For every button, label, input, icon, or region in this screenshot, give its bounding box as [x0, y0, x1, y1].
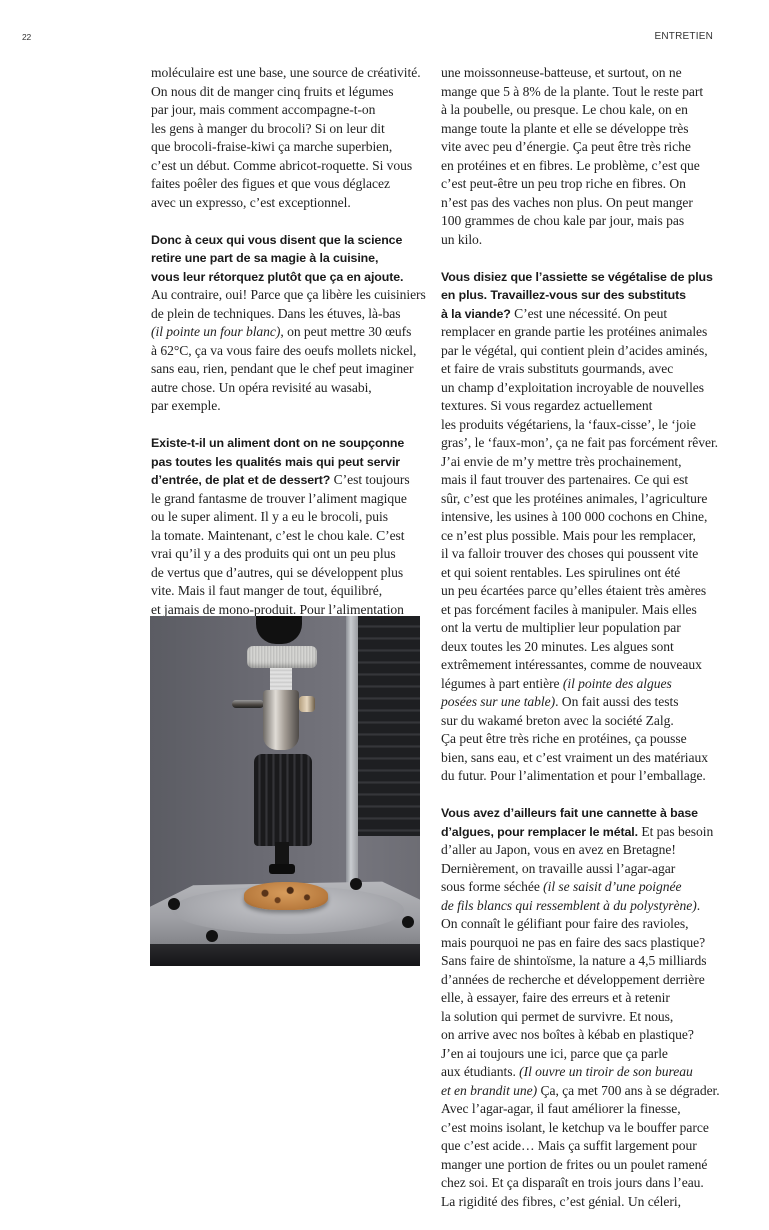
- question-line: Donc à ceux qui vous disent que la science: [151, 232, 403, 247]
- text-line: [151, 471, 431, 490]
- question-line: pas toutes les qualités mais qui peut servir: [151, 454, 401, 469]
- text-line: par le végétal, qui contient plein d’acides aminés,: [441, 342, 708, 358]
- text-line: extrêmement intéressantes, comme de nouveaux: [441, 657, 702, 672]
- text-line: un champ d’exploitation incroyable de nouvelles: [441, 379, 705, 395]
- text-fragment: , on peut mettre 30 œufs: [280, 324, 412, 339]
- text-line: à la poubelle, ou presque. Le chou kale, on en: [441, 102, 688, 117]
- text-line: elle, à essayer, faire des erreurs et à retenir: [441, 990, 670, 1005]
- text-line: sans eau, rien, pendant que le chef peut imaginer: [151, 361, 414, 376]
- text-line: [151, 323, 431, 342]
- text-line: vite avec peu d’énergie. Ça peut être très riche: [441, 139, 691, 154]
- text-line: autre chose. Un opéra revisité au wasabi,: [151, 379, 372, 395]
- text-line: intensive, les usines à 100 000 cochons en Chine,: [441, 509, 708, 524]
- text-line: remplacer en grande partie les protéines animales: [441, 324, 708, 339]
- text-line: [441, 878, 721, 897]
- question-line: vous leur rétorquez plutôt que ça en ajoute.: [151, 269, 404, 284]
- photo-texture-analyzer: [150, 616, 420, 966]
- text-line: un peu écartées parce qu’elles étaient très amères: [441, 583, 707, 598]
- text-line: à 62°C, ça va vous faire des oeufs mollets nickel,: [151, 342, 417, 358]
- photo-probe-tip: [269, 864, 295, 874]
- text-line: la tomate. Maintenant, c’est le chou kale. C’est: [151, 527, 405, 543]
- photo-chuck-body: [263, 690, 299, 750]
- text-line: les gens à manger du brocoli? Si on leur dit: [151, 120, 385, 136]
- photo-knob: [168, 898, 180, 910]
- question-line: Vous disiez que l’assiette se végétalise de plus: [441, 269, 713, 284]
- text-line: mange que 5 à 8% de la plante. Tout le reste part: [441, 83, 704, 99]
- text-line: de vertus que d’autres, qui se développent plus: [151, 564, 404, 580]
- paragraph: [441, 64, 721, 249]
- text-line: sûr, c’est que les protéines animales, l’agriculture: [441, 490, 708, 506]
- question-fragment: à la viande?: [441, 306, 511, 321]
- question-line: Vous avez d’ailleurs fait une cannette à base: [441, 806, 698, 820]
- question-line: retire une part de sa magie à la cuisine,: [151, 251, 379, 265]
- text-line: c’est un début. Comme abricot-roquette. Si vous: [151, 157, 413, 173]
- text-line: et jamais de mono-produit. Pour l’alimentation: [151, 601, 404, 617]
- text-line: il va falloir trouver des choses qui poussent vite: [441, 546, 699, 561]
- text-line: que brocoli-fraise-kiwi ça marche superbien,: [151, 139, 393, 154]
- stage-direction: (Il ouvre un tiroir de son bureau: [519, 1064, 693, 1079]
- text-line: gras’, le ‘faux-mon’, ça ne fait pas forcément rêver.: [441, 435, 719, 450]
- stage-direction: et en brandit une): [441, 1082, 538, 1098]
- text-line: Sans faire de shintoïsme, la nature a 4,5 milliards: [441, 953, 707, 968]
- text-line: [441, 897, 721, 916]
- photo-pin: [299, 696, 315, 712]
- text-fragment: C’est une nécessité. On peut: [510, 305, 668, 321]
- interview-qa: [441, 804, 721, 1211]
- text-line: vite. Mais il faut manger de tout, équilibré,: [151, 583, 383, 598]
- text-fragment: Ça, ça met 700 ans à se dégrader.: [537, 1082, 720, 1098]
- text-fragment: C’est toujours: [330, 472, 410, 487]
- text-fragment: sous forme séchée: [441, 879, 544, 894]
- text-line: que c’est acide… Mais ça suffit largement pour: [441, 1138, 697, 1153]
- text-line: moléculaire est une base, une source de créativité.: [151, 65, 421, 80]
- text-line: de plein de techniques. Dans les étuves, là-bas: [151, 305, 401, 321]
- text-line: les produits végétariens, la ‘faux-cisse’, le ‘joie: [441, 416, 696, 432]
- text-fragment: légumes à part entière: [441, 675, 563, 691]
- text-line: [441, 693, 721, 712]
- text-line: ont la vertu de multiplier leur population par: [441, 620, 681, 635]
- stage-direction: posées sur une table): [441, 694, 556, 709]
- photo-pin: [232, 700, 264, 708]
- text-line: en protéines et en fibres. Le problème, c’est que: [441, 157, 700, 173]
- text-line: par exemple.: [151, 398, 221, 413]
- question-line: Existe-t-il un aliment dont on ne soupçonne: [151, 436, 405, 450]
- photo-knob: [206, 930, 218, 942]
- text-line: du futur. Pour l’alimentation et pour l’emballage.: [441, 768, 706, 783]
- text-line: [441, 1082, 721, 1101]
- text-line: textures. Si vous regardez actuellement: [441, 398, 653, 413]
- text-line: un kilo.: [441, 231, 483, 247]
- text-line: bien, sans eau, et c’est vraiment un des matériaux: [441, 749, 709, 765]
- text-fragment: .: [696, 897, 701, 913]
- stage-direction: de fils blancs qui ressemblent à du polystyrène): [441, 897, 697, 913]
- question-line: en plus. Travaillez-vous sur des substituts: [441, 288, 686, 302]
- text-line: Dernièrement, on travaille aussi l’agar-agar: [441, 860, 676, 876]
- stage-direction: (il pointe des algues: [562, 675, 672, 691]
- text-line: sur du wakamé breton avec la société Zalg.: [441, 712, 674, 728]
- text-line: d’années de recherche et développement derrière: [441, 971, 705, 987]
- text-line: [441, 1063, 721, 1082]
- text-fragment: . On fait aussi des tests: [555, 694, 679, 709]
- text-line: le grand fantasme de trouver l’aliment magique: [151, 490, 407, 506]
- text-line: Au contraire, oui! Parce que ça libère les cuisiniers: [151, 287, 426, 302]
- text-line: [441, 305, 721, 324]
- right-column: [441, 64, 721, 1230]
- stage-direction: (il se saisit d’une poignée: [543, 879, 682, 894]
- paragraph: [151, 64, 431, 212]
- text-line: manger une portion de frites ou un poulet ramené: [441, 1156, 708, 1172]
- text-fragment: Et pas besoin: [638, 823, 714, 839]
- text-line: on arrive avec nos boîtes à kébab en plastique?: [441, 1027, 694, 1042]
- text-line: n’est pas des vaches non plus. On peut manger: [441, 194, 693, 210]
- photo-base: [150, 944, 420, 966]
- text-line: ce n’est plus possible. Mais pour les remplacer,: [441, 527, 696, 543]
- text-line: et faire de vrais substituts gourmands, avec: [441, 361, 674, 376]
- photo-clamp: [256, 616, 302, 644]
- text-line: ou le super aliment. Il y a eu le brocoli, puis: [151, 509, 388, 524]
- text-line: mais pourquoi ne pas en faire des sacs plastique?: [441, 934, 706, 950]
- text-line: faites poêler des figues et que vous déglacez: [151, 176, 390, 191]
- question-fragment: d’algues, pour remplacer le métal.: [441, 824, 638, 839]
- text-line: mais il faut trouver des partenaires. Ce qui est: [441, 472, 689, 487]
- text-line: mange toute la plante et elle se développe très: [441, 120, 689, 136]
- photo-cookie: [244, 882, 328, 910]
- text-line: La rigidité des fibres, c’est génial. Un céleri,: [441, 1193, 681, 1209]
- text-line: la solution qui permet de survivre. Et nous,: [441, 1008, 674, 1024]
- text-line: d’aller au Japon, vous en avez en Bretagne!: [441, 842, 676, 857]
- text-line: J’ai envie de m’y mettre très prochainement,: [441, 453, 682, 469]
- photo-knob: [350, 878, 362, 890]
- text-line: Ça peut être très riche en protéines, ça pousse: [441, 731, 687, 746]
- text-line: c’est peut-être un peu trop riche en fibres. On: [441, 176, 686, 191]
- text-fragment: aux étudiants.: [441, 1064, 520, 1079]
- text-line: et pas forcément faciles à manipuler. Mais elles: [441, 601, 697, 617]
- text-line: 100 grammes de chou kale par jour, mais pas: [441, 213, 685, 228]
- photo-drill-chuck: [254, 754, 312, 846]
- question-fragment: d’entrée, de plat et de dessert?: [151, 473, 331, 487]
- text-line: par jour, mais comment accompagne-t-on: [151, 102, 376, 117]
- page-number: 22: [22, 32, 32, 42]
- text-line: Avec l’agar-agar, il faut améliorer la finesse,: [441, 1101, 681, 1116]
- text-line: J’en ai toujours une ici, parce que ça parle: [441, 1045, 668, 1061]
- interview-qa: [151, 231, 431, 416]
- text-line: [441, 823, 721, 842]
- text-line: une moissonneuse-batteuse, et surtout, on ne: [441, 65, 682, 80]
- text-line: [441, 675, 721, 694]
- photo-knurled-ring: [247, 646, 317, 668]
- photo-vent-slats: [358, 616, 420, 836]
- text-line: On connaît le gélifiant pour faire des ravioles,: [441, 916, 689, 931]
- photo-thread: [270, 668, 292, 690]
- photo-knob: [402, 916, 414, 928]
- interview-qa: [441, 268, 721, 786]
- text-line: chez soi. Et ça disparaît en trois jours dans l’eau.: [441, 1175, 704, 1190]
- stage-direction: (il pointe un four blanc): [151, 324, 281, 339]
- text-line: c’est moins isolant, le ketchup va le bouffer parce: [441, 1119, 709, 1135]
- text-line: et qui soient rentables. Les spirulines ont été: [441, 564, 681, 580]
- text-line: deux toutes les 20 minutes. Les algues sont: [441, 638, 674, 654]
- text-line: On nous dit de manger cinq fruits et légumes: [151, 83, 394, 99]
- text-line: avec un expresso, c’est exceptionnel.: [151, 194, 351, 210]
- text-line: vrai qu’il y a des produits qui ont un peu plus: [151, 546, 396, 561]
- section-title: ENTRETIEN: [654, 31, 713, 42]
